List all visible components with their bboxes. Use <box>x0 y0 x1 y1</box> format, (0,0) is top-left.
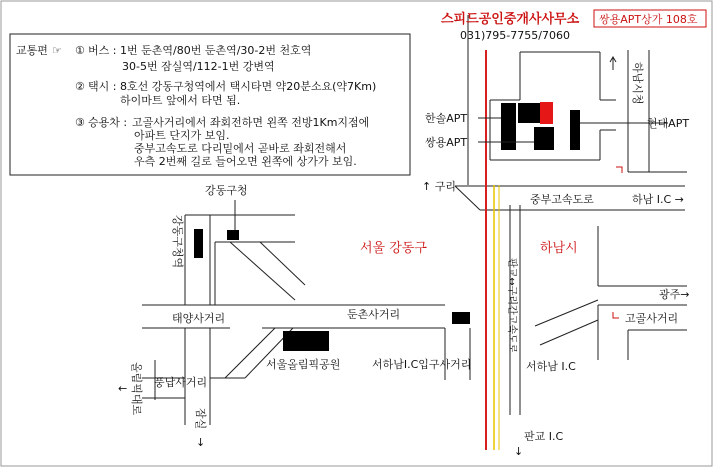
office-phone: 031)795-7755/7060 <box>460 29 570 42</box>
svg-text:판교↔구리간고속도로: 판교↔구리간고속도로 <box>506 258 517 354</box>
office-badge: 쌍용APT상가 108호 <box>599 13 698 26</box>
gangdong-office-block <box>227 230 239 240</box>
svg-text:하남시청: 하남시청 <box>631 62 644 105</box>
label-seohanam-ic: 서하남 I.C <box>526 360 576 373</box>
ssangyong-apt-block <box>534 127 554 150</box>
svg-text:올림픽대로: 올림픽대로 <box>130 362 143 416</box>
car-line-3: 중부고속도로 다리밑에서 곧바로 좌회전해서 <box>134 142 347 155</box>
directions-label: 교통편 <box>16 44 48 57</box>
label-gangdong-office: 강동구청 <box>205 184 248 197</box>
label-gogol: 고골사거리 <box>625 312 679 325</box>
office-name: 스피드공인중개사사무소 <box>441 12 580 27</box>
svg-text:잠실: 잠실 <box>194 408 207 430</box>
label-gangdong-office-station <box>171 215 185 268</box>
bus-line-1: 1번 둔촌역/80번 둔촌역/30-2번 천호역 <box>120 44 312 57</box>
bus-line-2: 30-5번 잠실역/112-1번 강변역 <box>122 60 275 73</box>
label-pangyo-guri-expressway <box>506 258 519 354</box>
label-ssangyong-apt: 쌍용APT <box>425 136 468 149</box>
label-pangyo-ic: 판교 I.C <box>524 430 564 443</box>
seohanam-block <box>452 312 470 324</box>
label-olympic-road <box>130 362 144 416</box>
jamsil-arrow-icon: ↓ <box>196 436 206 449</box>
hyundai-apt-block <box>570 110 580 150</box>
bus-label: 버스 : <box>88 44 117 57</box>
label-taeyang: 태양사거리 <box>172 312 226 325</box>
bus-marker: ① <box>75 44 85 57</box>
label-hanam-si: 하남시 <box>540 241 578 256</box>
label-hansol-apt: 한솔APT <box>425 112 468 125</box>
label-guri: ↑ 구리 <box>422 180 456 193</box>
car-label: 승용차 : <box>88 116 128 129</box>
label-hanam-ic: 하남 I.C → <box>632 193 684 206</box>
car-line-4: 우측 2번째 길로 들어오면 왼쪽에 상가가 보임. <box>134 155 357 168</box>
car-marker: ③ <box>75 116 85 129</box>
taxi-line-2: 하이마트 앞에서 타면 됨. <box>120 94 241 107</box>
label-pungnap: 풍납사거리 <box>154 376 208 389</box>
label-olympic-park: 서울올림픽공원 <box>266 358 341 371</box>
car-line-2: 아파트 단지가 보임. <box>134 129 230 142</box>
gogol-marker <box>613 312 619 318</box>
taxi-line-1: 8호선 강동구청역에서 택시타면 약20분소요(약7Km) <box>120 80 377 93</box>
taxi-marker: ② <box>75 80 85 93</box>
hanam-city-hall-marker <box>616 167 622 173</box>
hansol-apt-block <box>501 103 516 150</box>
gangdong-station-block <box>194 229 203 258</box>
office-location-marker <box>540 102 553 124</box>
label-jamsil <box>194 408 208 429</box>
label-jungbu-expressway: 중부고속도로 <box>530 193 594 206</box>
svg-text:강동구청역: 강동구청역 <box>171 215 184 269</box>
label-hanam-city-hall <box>631 62 645 105</box>
transit-arrow-icon: ☞ <box>52 44 62 57</box>
apt-building-small <box>518 103 540 123</box>
directions-text <box>16 43 376 168</box>
label-seoul-gangdong: 서울 강동구 <box>360 241 427 256</box>
label-hyundai-apt: 현대APT <box>646 117 690 130</box>
car-line-1: 고골사거리에서 좌회전하면 왼쪽 전방1Km지점에 <box>132 116 370 129</box>
label-dunchon: 둔촌사거리 <box>347 308 401 321</box>
taxi-label: 택시 : <box>88 80 117 93</box>
olympic-park-block <box>283 331 329 351</box>
map-frame <box>1 1 712 466</box>
olympic-road-arrow-icon: ← <box>118 382 128 395</box>
label-gwangju: 광주→ <box>659 288 690 301</box>
pangyo-arrow-icon: ↓ <box>514 445 524 458</box>
label-seohanam-entrance: 서하남I.C입구사거리 <box>372 358 472 371</box>
